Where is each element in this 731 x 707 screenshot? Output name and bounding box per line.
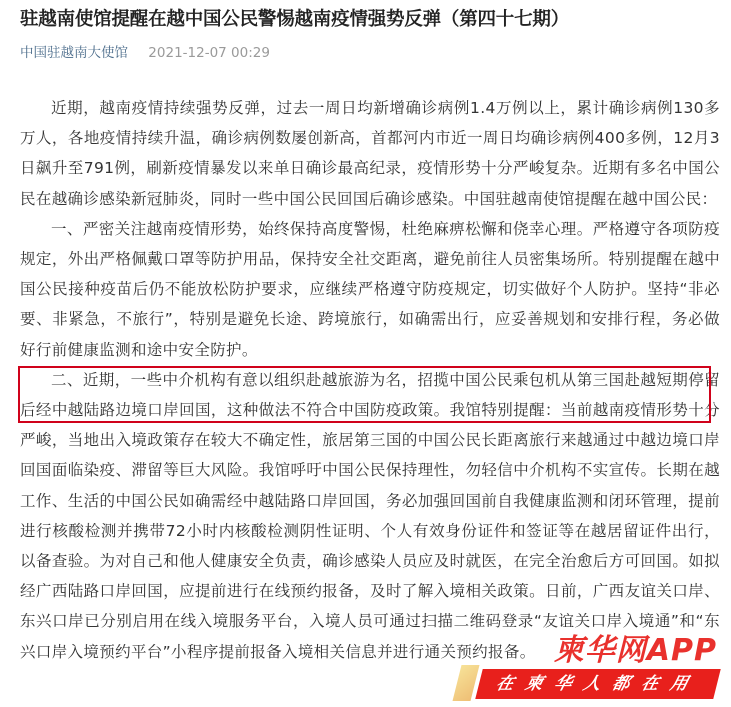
paragraph-point-one: 一、严密关注越南疫情形势，始终保持高度警惕，杜绝麻痹松懈和侥幸心理。严格遵守各项防疫规定，外出严格佩戴口罩等防护用品，保持安全社交距离，避免前往人员密集场所。特别提醒在越中国公民接种疫苗后仍不能放松防护要求，应继续严格遵守防疫规定，切实做好个人防护。坚持“非必要、非紧急，不旅行”，特别是避免长途、跨境旅行，如确需出行，应妥善规划和安排行程，务必做好行前健康监测和途中安全防护。 <box>20 219 720 359</box>
paragraph-intro: 近期，越南疫情持续强势反弹，过去一周日均新增确诊病例1.4万例以上，累计确诊病例130多万人，各地疫情持续升温，确诊病例数屡创新高，首都河内市近一周日均确诊病例400多例，12月3日飙升至791例，刷新疫情暴发以来单日确诊最高纪录，疫情形势十分严峻复杂。近期有多名中国公民在越确诊感染新冠肺炎，同时一些中国公民回国后确诊感染。中国驻越南使馆提醒在越中国公民： <box>20 99 720 208</box>
article-body <box>20 93 720 667</box>
watermark-logo: 柬华网APP <box>553 633 717 668</box>
article-date: 2021-12-07 00:29 <box>148 45 270 61</box>
article-source-link[interactable]: 中国驻越南大使馆 <box>20 45 128 61</box>
watermark <box>457 625 717 705</box>
article-meta <box>20 43 270 63</box>
paragraph-point-two: 二、近期，一些中介机构有意以组织赴越旅游为名，招揽中国公民乘包机从第三国赴越短期停留后经中越陆路边境口岸回国，这种做法不符合中国防疫政策。我馆特别提醒：当前越南疫情形势十分严峻，当地出入境政策存在较大不确定性，旅居第三国的中国公民长距离旅行来越通过中越边境口岸回国面临染疫、滞留等巨大风险。我馆呼吁中国公民保持理性，勿轻信中介机构不实宣传。长期在越工作、生活的中国公民如确需经中越陆路口岸回国，务必加强回国前自我健康监测和闭环管理，提前进行核酸检测并携带72小时内核酸检测阴性证明、个人有效身份证件和签证等在越居留证件出行，以备查验。为对自己和他人健康安全负责，确诊感染人员应及时就医，在完全治愈后方可回国。如拟经广西陆路口岸回国，应提前进行在线预约报备，及时了解入境相关政策。日前，广西友谊关口岸、东兴口岸已分别启用在线入境服务平台，入境人员可通过扫描二维码登录“友谊关口岸入境通”和“东兴口岸入境预约平台”小程序提前报备入境相关信息并进行通关预约报备。 <box>20 370 720 661</box>
article-title: 驻越南使馆提醒在越中国公民警惕越南疫情强势反弹（第四十七期） <box>20 9 570 30</box>
watermark-slogan: 在柬华人都在用 <box>475 669 720 699</box>
